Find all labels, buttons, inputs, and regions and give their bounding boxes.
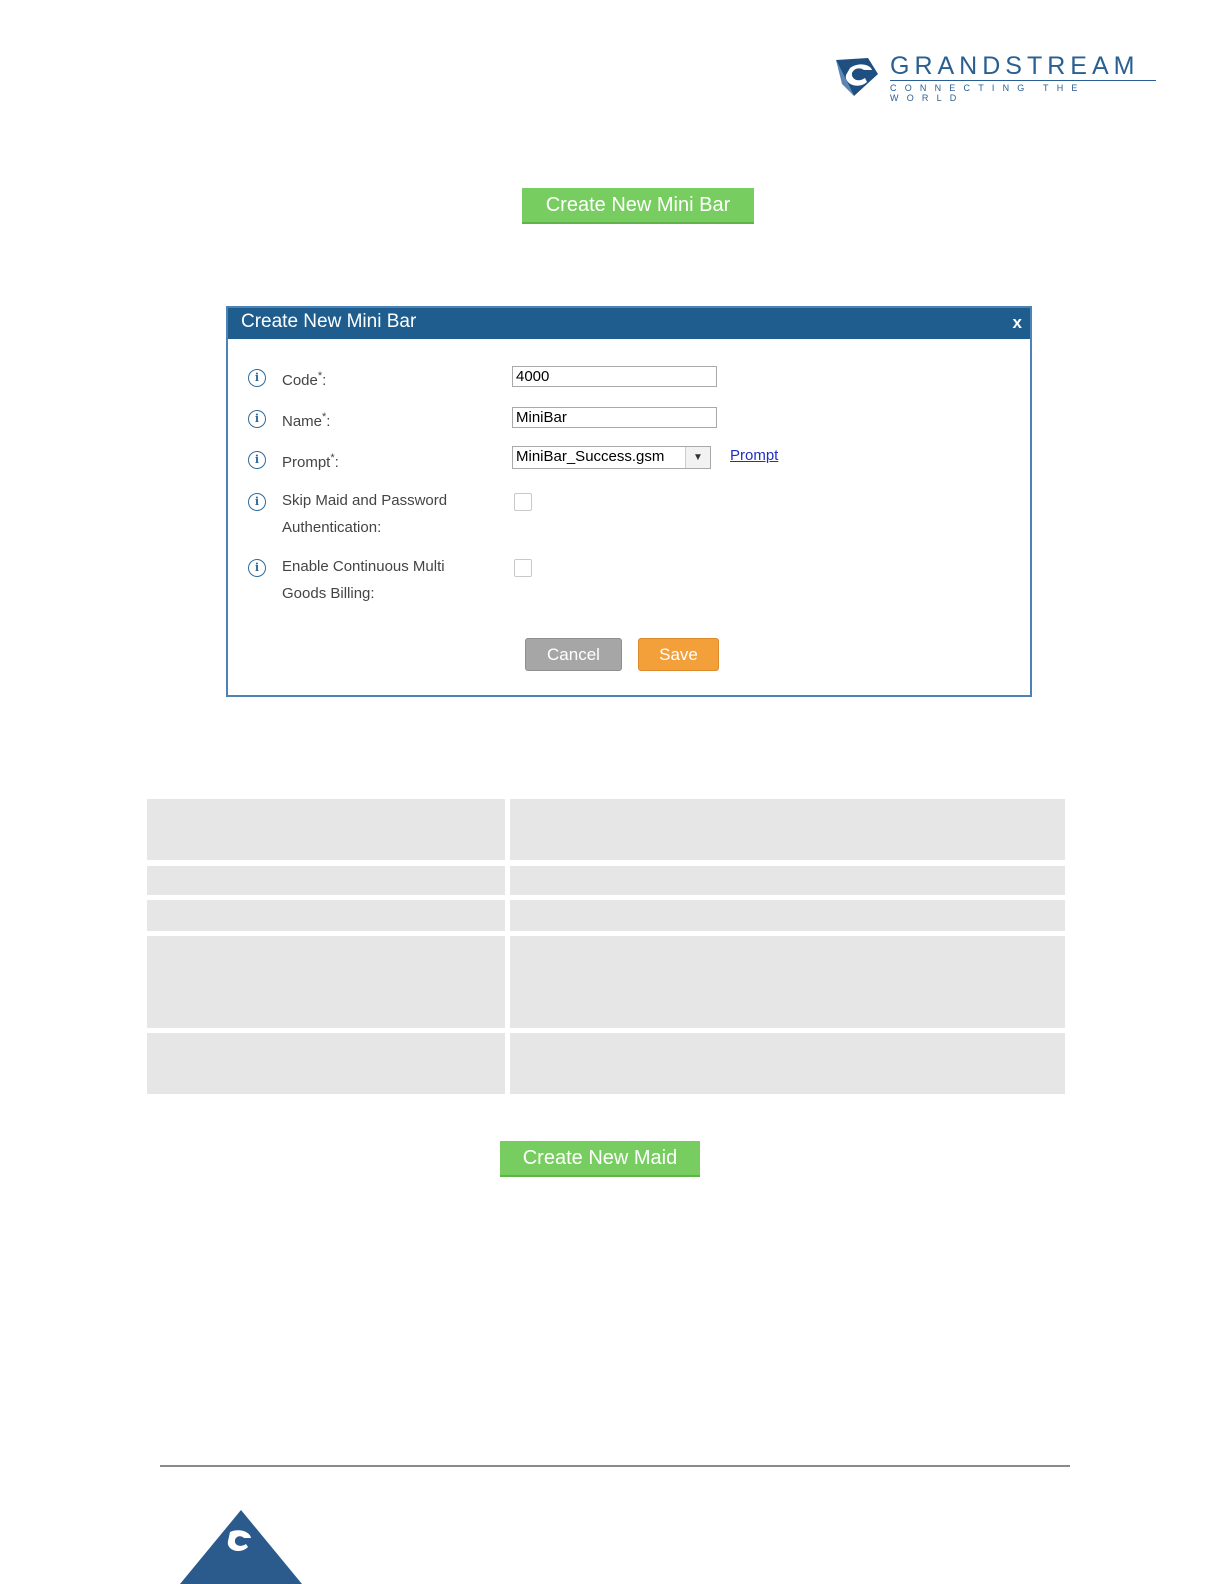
grandstream-footer-logo-icon — [180, 1510, 302, 1584]
dialog-title: Create New Mini Bar — [241, 311, 417, 332]
table-cell — [510, 900, 1065, 931]
grandstream-logo — [834, 50, 1164, 103]
prompt-link[interactable]: Prompt — [730, 447, 779, 464]
continuous-billing-checkbox[interactable] — [514, 559, 532, 577]
skip-maid-label: Skip Maid and Password Authentication: — [282, 492, 448, 536]
table-cell — [147, 936, 505, 1028]
skip-maid-checkbox[interactable] — [514, 493, 532, 511]
brand-tagline: CONNECTING THE WORLD — [890, 83, 1086, 103]
grandstream-logo-icon — [834, 54, 880, 100]
prompt-label: Prompt*: — [282, 452, 339, 471]
prompt-select-value: MiniBar_Success.gsm — [516, 448, 665, 465]
info-icon[interactable]: i — [248, 493, 266, 511]
name-input[interactable]: MiniBar — [512, 407, 717, 428]
save-button[interactable]: Save — [638, 638, 719, 671]
brand-name: GRANDSTREAM — [890, 52, 1140, 80]
table-cell — [147, 866, 505, 895]
info-icon[interactable]: i — [248, 451, 266, 469]
table-cell — [510, 866, 1065, 895]
table-cell — [510, 1033, 1065, 1094]
info-icon[interactable]: i — [248, 559, 266, 577]
prompt-select[interactable] — [512, 446, 711, 469]
table-cell — [147, 900, 505, 931]
code-input[interactable]: 4000 — [512, 366, 717, 387]
create-new-mini-bar-button[interactable]: Create New Mini Bar — [522, 188, 754, 224]
info-icon[interactable]: i — [248, 369, 266, 387]
dialog-header — [228, 308, 1030, 339]
table-cell — [510, 799, 1065, 860]
create-mini-bar-dialog — [226, 306, 1032, 697]
cancel-button[interactable]: Cancel — [525, 638, 622, 671]
continuous-billing-label: Enable Continuous Multi Goods Billing: — [282, 558, 445, 602]
close-icon[interactable]: x — [1012, 313, 1022, 332]
chevron-down-icon[interactable]: ▼ — [685, 447, 710, 468]
footer-divider — [160, 1465, 1070, 1467]
table-cell — [147, 799, 505, 860]
create-new-maid-button[interactable]: Create New Maid — [500, 1141, 700, 1177]
info-icon[interactable]: i — [248, 410, 266, 428]
brand-rule — [890, 80, 1156, 81]
table-cell — [510, 936, 1065, 1028]
code-label: Code*: — [282, 370, 327, 389]
name-label: Name*: — [282, 411, 331, 430]
table-cell — [147, 1033, 505, 1094]
